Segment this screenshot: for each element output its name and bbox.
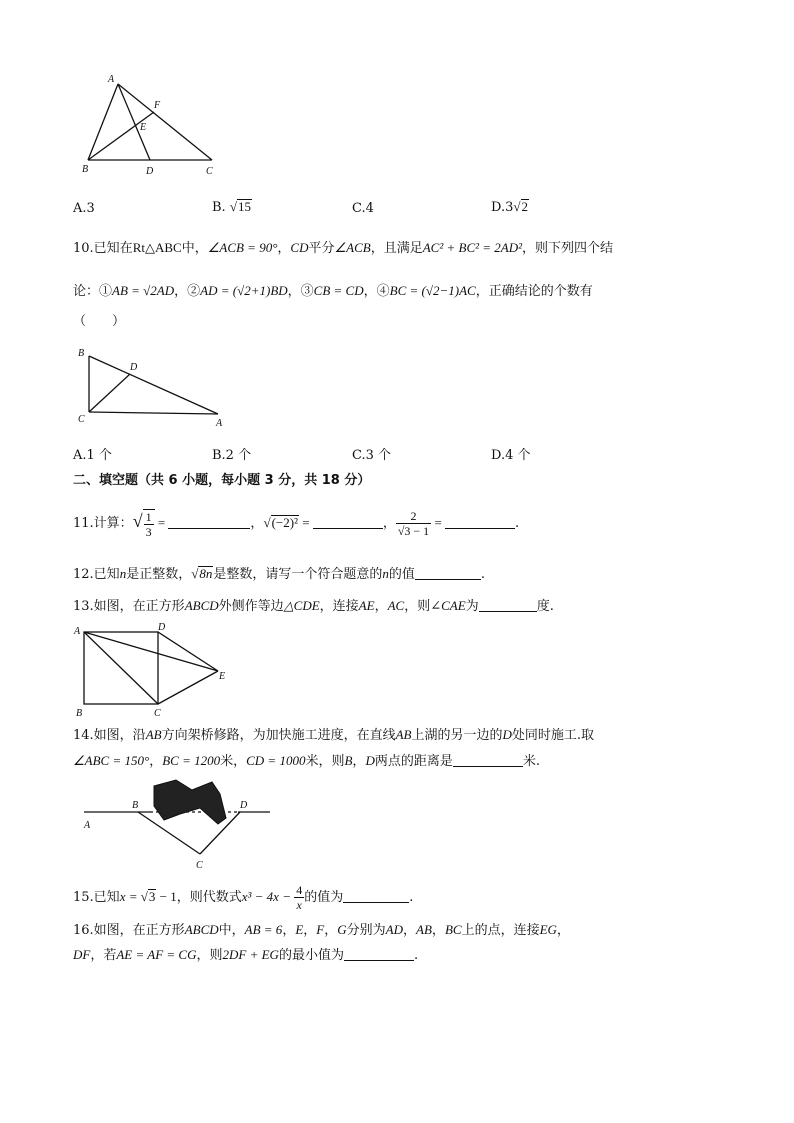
figure-q13	[72, 622, 242, 718]
q11-blank-1[interactable]	[168, 515, 250, 529]
q10-text: 平分	[308, 241, 335, 256]
fig14-label-b: B	[132, 800, 139, 811]
fig13-label-a: A	[74, 626, 81, 637]
q10-text: ，②	[174, 284, 201, 299]
figure-q9	[78, 72, 228, 182]
q13-blank[interactable]	[479, 598, 537, 612]
fig14-label-c: C	[196, 860, 203, 871]
fig9-label-b: B	[82, 164, 89, 175]
q10-line-2	[73, 281, 593, 302]
q10-option-b: B.2 个	[212, 448, 252, 463]
fig9-label-e: E	[140, 122, 147, 133]
q9-option-a: A.3	[73, 201, 95, 216]
fig10-label-d: D	[130, 362, 138, 373]
fig13-label-e: E	[219, 671, 226, 682]
q11-radicand-2: (−2)²	[271, 515, 298, 530]
q16-blank[interactable]	[344, 947, 414, 961]
q10-conclusion-4: BC = (√2−1)AC	[389, 283, 476, 298]
q11-label: 11.计算：	[73, 516, 133, 531]
q10-line-1	[73, 238, 613, 259]
q16-line-2: DF，若AE = AF = CG，则2DF + EG的最小值为 .	[73, 947, 419, 963]
fig9-label-d: D	[146, 166, 154, 177]
q10-option-d: D.4 个	[491, 448, 531, 463]
fig9-label-f: F	[154, 100, 161, 111]
q10-cd: CD	[290, 240, 309, 255]
q10-conclusion-2: AD = (√2+1)BD	[200, 283, 288, 298]
q10-text: ，	[277, 241, 291, 256]
q14-line-1: 14.如图，沿AB方向架桥修路，为加快施工进度，在直线AB上湖的另一边的D处同时施工.取	[73, 727, 595, 743]
fig13-label-c: C	[154, 708, 161, 719]
q12-radicand: 8n	[199, 566, 213, 581]
fig10-label-c: C	[78, 414, 85, 425]
q10-line-3: （ ）	[73, 314, 126, 329]
q9-option-d: D.3√2	[491, 199, 529, 215]
q12-blank[interactable]	[415, 566, 481, 580]
q10-text: 论：①	[73, 284, 113, 299]
fig9-label-c: C	[206, 166, 213, 177]
q14-line-2: ∠ABC = 150°，BC = 1200米，CD = 1000米，则B，D两点的距离是 米.	[73, 753, 540, 769]
q10-text: ，则下列四个结	[522, 241, 614, 256]
q10-text: ，且满足	[370, 241, 423, 256]
q14-blank[interactable]	[453, 753, 523, 767]
q9-option-d-radicand: 2	[521, 199, 529, 214]
q10-text: ，正确结论的个数有	[475, 284, 593, 299]
q11-fraction-1: $\frac{1}{3}$	[143, 509, 155, 539]
figure-q14	[80, 778, 280, 873]
q10-option-c: C.3 个	[352, 448, 392, 463]
q9-option-c: C.4	[352, 201, 374, 216]
fig9-label-a: A	[108, 74, 115, 85]
q12-line: 12.已知n是正整数，√8n是整数，请写一个符合题意的n的值 .	[73, 566, 486, 582]
q10-conclusion-1: AB = √2AD	[112, 283, 175, 298]
q11-blank-3[interactable]	[445, 515, 515, 529]
fig10-label-a: A	[216, 418, 223, 429]
q15-line: 15.已知x = √3 − 1，则代数式x³ − 4x − $\frac{4}{x}$ 的值为 .	[73, 883, 414, 912]
section-heading: 二、填空题（共 6 小题，每小题 3 分，共 18 分）	[73, 473, 371, 488]
figure-q10	[74, 342, 234, 432]
q10-angle: ∠ACB = 90°	[207, 240, 278, 255]
fig13-label-b: B	[76, 708, 83, 719]
q9-option-d-prefix: D.3	[491, 200, 514, 215]
q10-option-a: A.1 个	[73, 448, 112, 463]
q9-option-b-prefix: B.	[212, 200, 230, 215]
q15-blank[interactable]	[343, 889, 409, 903]
q10-conclusion-3: CB = CD	[313, 283, 364, 298]
q11-line: 11.计算：√ $\frac{1}{3}$ = ，√(−2)² = ， $\frac{2}{√3 - 1}$ = .	[73, 509, 520, 539]
q10-equation: AC² + BC² = 2AD²	[422, 240, 523, 255]
fig10-label-b: B	[78, 348, 85, 359]
lake-shape	[154, 780, 226, 824]
q13-line: 13.如图，在正方形ABCD外侧作等边△CDE，连接AE，AC，则∠CAE为 度.	[73, 598, 554, 614]
q9-option-b: B. √15	[212, 199, 251, 215]
q10-text: 10.已知在	[73, 241, 133, 256]
q10-triangle: Rt△ABC	[132, 240, 182, 255]
fig13-label-d: D	[158, 622, 166, 633]
fig14-label-a: A	[84, 820, 91, 831]
q10-text: ，③	[287, 284, 314, 299]
q11-blank-2[interactable]	[313, 515, 383, 529]
q15-fraction: $\frac{4}{x}$	[296, 883, 303, 912]
q16-line-1: 16.如图，在正方形ABCD中，AB = 6，E，F，G分别为AD，AB，BC上的点，连接EG，	[73, 922, 570, 938]
q10-angle-acb: ∠ACB	[334, 240, 371, 255]
q10-text: 中，	[181, 241, 208, 256]
fig14-label-d: D	[240, 800, 248, 811]
q15-radicand: 3	[148, 889, 156, 904]
q9-option-b-radicand: 15	[237, 199, 251, 214]
q10-text: ，④	[363, 284, 390, 299]
q11-fraction-3: $\frac{2}{√3 - 1}$	[397, 509, 430, 538]
